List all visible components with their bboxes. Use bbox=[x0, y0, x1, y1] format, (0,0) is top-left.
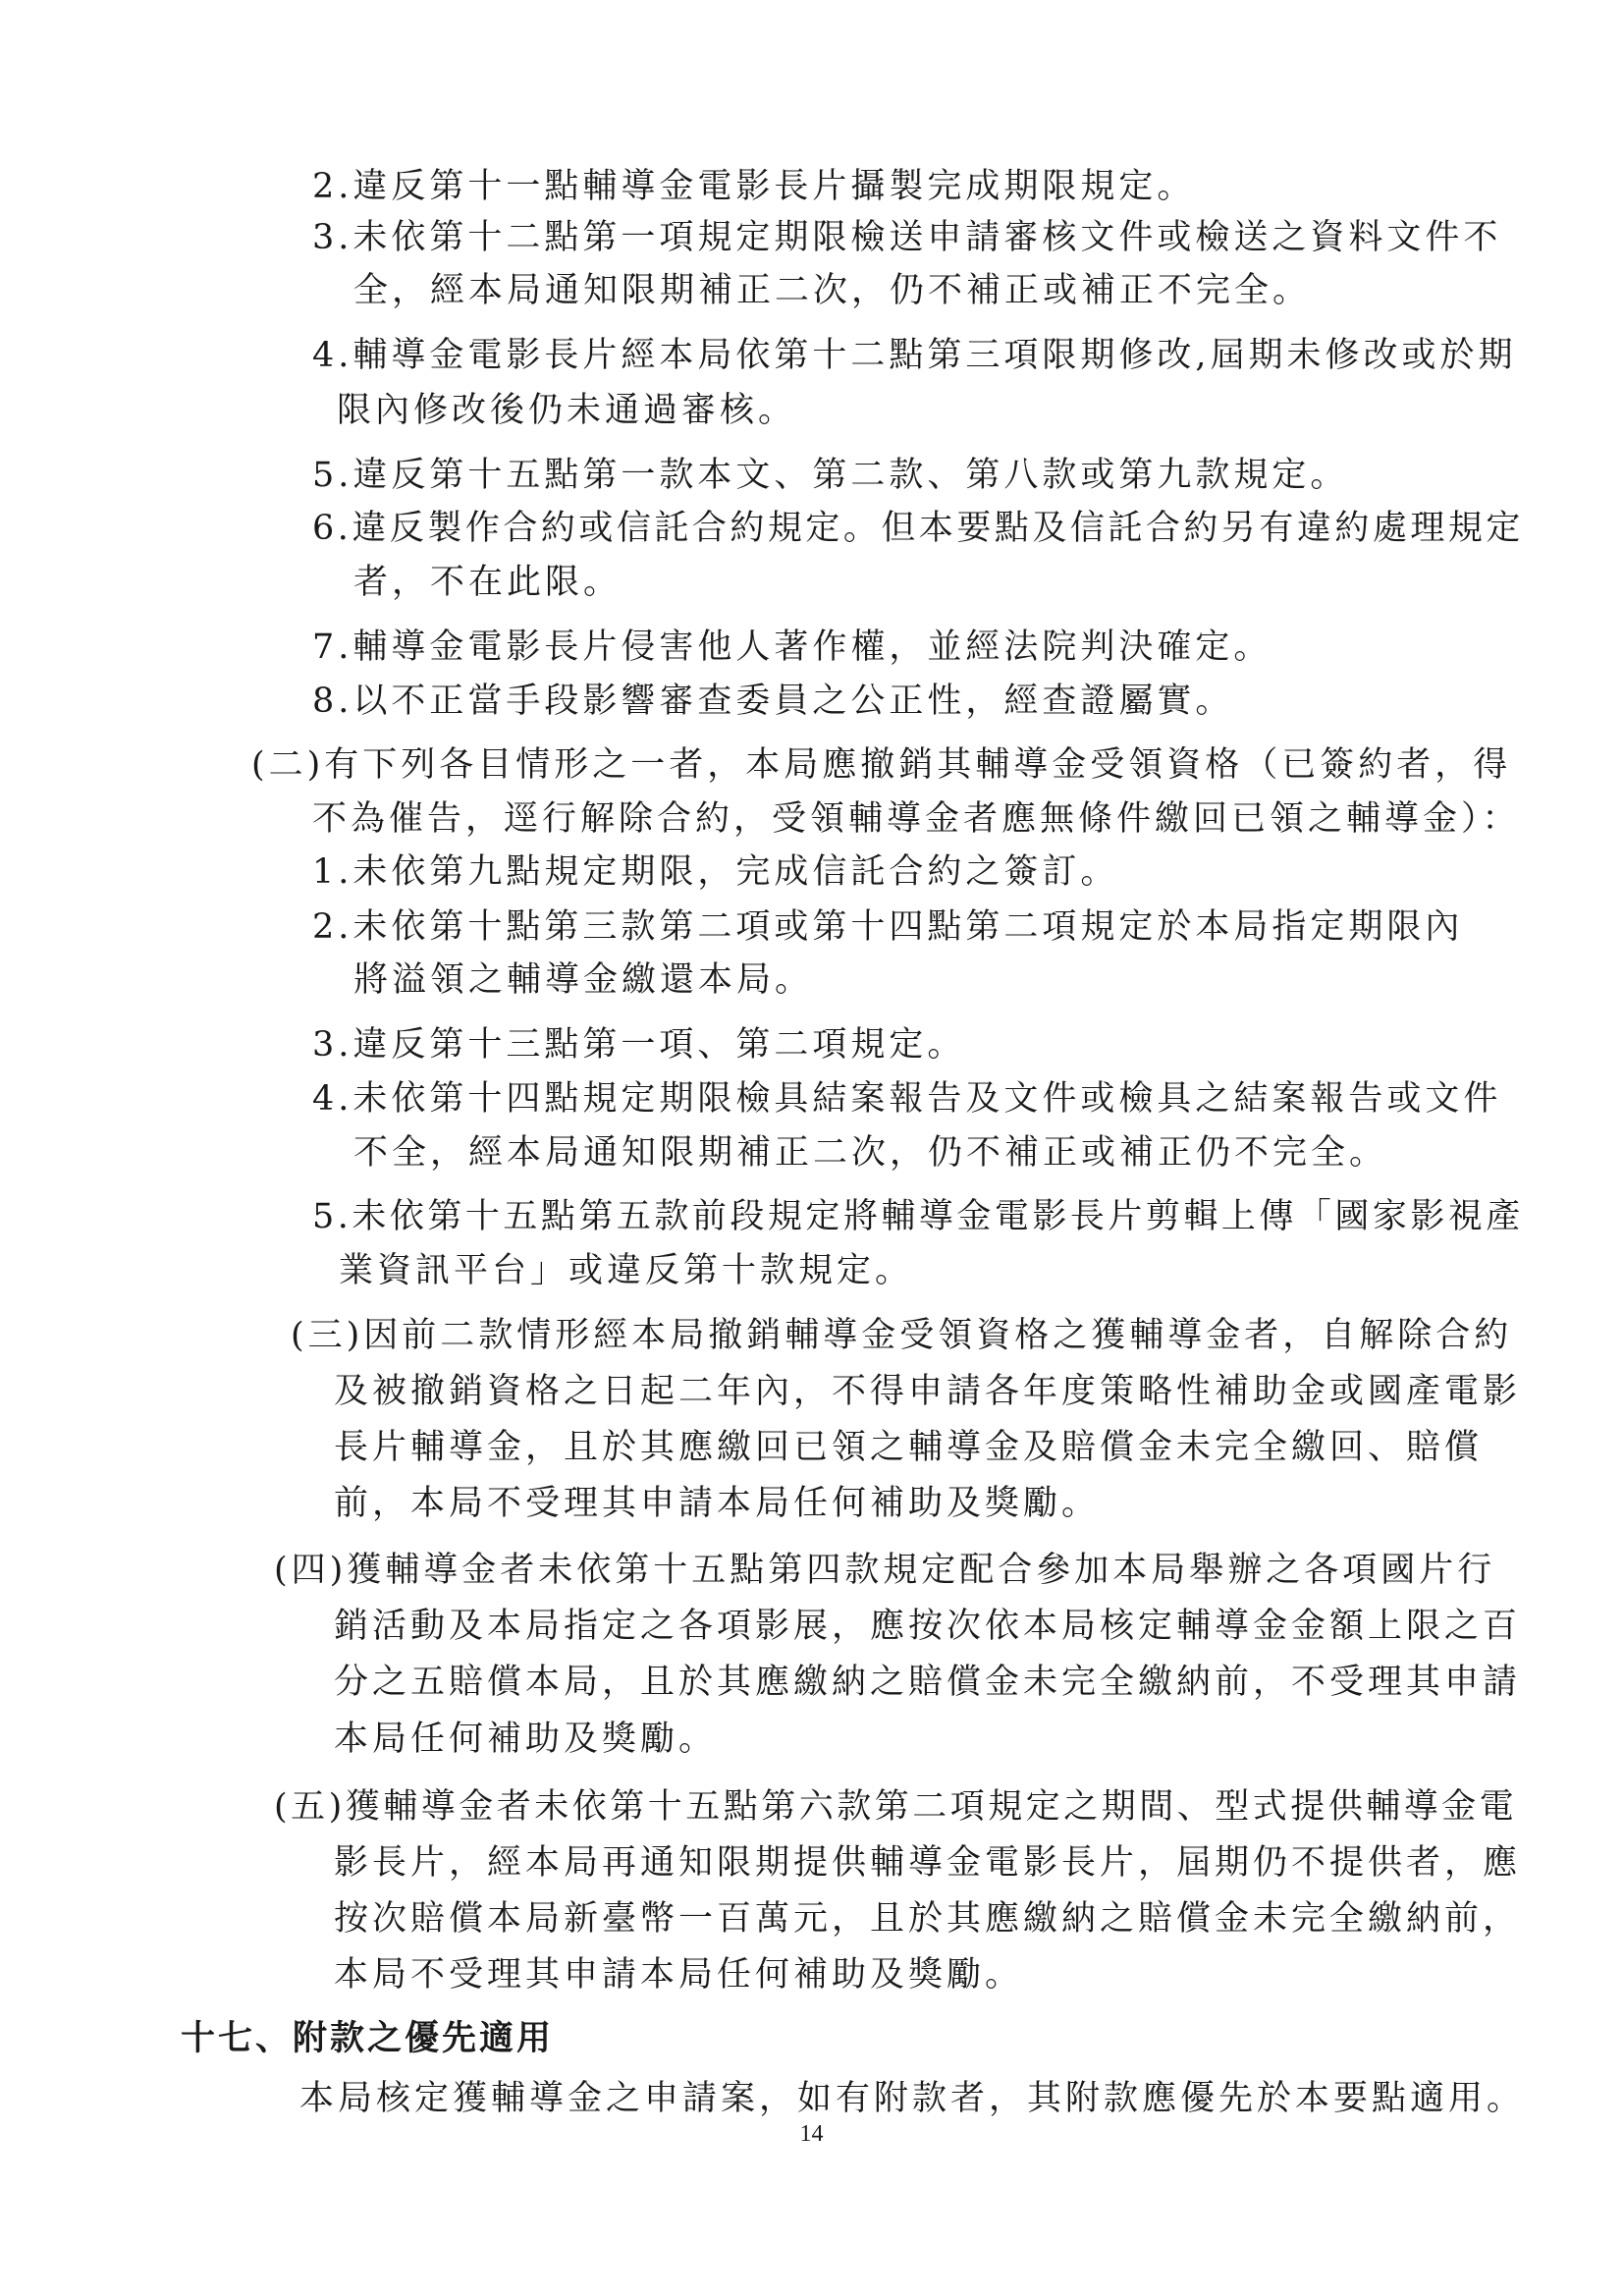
text-line: 按次賠償本局新臺幣一百萬元，且於其應繳納之賠償金未完全繳納前， bbox=[334, 1899, 1522, 1939]
text-line: 銷活動及本局指定之各項影展，應按次依本局核定輔導金金額上限之百 bbox=[334, 1607, 1522, 1646]
text-line: 3.違反第十三點第一項、第二項規定。 bbox=[312, 1025, 966, 1065]
text-line: 本局核定獲輔導金之申請案，如有附款者，其附款應優先於本要點適用。 bbox=[299, 2079, 1526, 2118]
text-line: 2.未依第十點第三款第二項或第十四點第二項規定於本局指定期限內 bbox=[312, 907, 1464, 947]
text-line: (四)獲輔導金者未依第十五點第四款規定配合參加本局舉辦之各項國片行 bbox=[274, 1551, 1496, 1590]
page-number: 14 bbox=[799, 2121, 824, 2147]
text-line: 前，本局不受理其申請本局任何補助及獎勵。 bbox=[334, 1484, 1101, 1523]
text-line: (二)有下列各目情形之一者，本局應撤銷其輔導金受領資格（已簽約者，得 bbox=[251, 745, 1512, 785]
text-line: 2.違反第十一點輔導金電影長片攝製完成期限規定。 bbox=[312, 167, 1196, 206]
text-line: 6.違反製作合約或信託合約規定。但本要點及信託合約另有違約處理規定 bbox=[312, 509, 1524, 548]
text-line: 7.輔導金電影長片侵害他人著作權，並經法院判決確定。 bbox=[312, 628, 1272, 667]
text-line: 1.未依第九點規定期限，完成信託合約之簽訂。 bbox=[312, 852, 1119, 892]
text-line: 本局不受理其申請本局任何補助及獎勵。 bbox=[334, 1955, 1024, 1995]
text-line: 8.以不正當手段影響審查委員之公正性，經查證屬實。 bbox=[312, 682, 1234, 721]
text-line: (三)因前二款情形經本局撤銷輔導金受領資格之獲輔導金者，自解除合約 bbox=[291, 1316, 1513, 1355]
text-line: 分之五賠償本局，且於其應繳納之賠償金未完全繳納前，不受理其申請 bbox=[334, 1663, 1522, 1702]
text-line: 將溢領之輔導金繳還本局。 bbox=[353, 960, 814, 1000]
text-line: 不全，經本局通知限期補正二次，仍不補正或補正仍不完全。 bbox=[353, 1133, 1388, 1173]
text-line: 限內修改後仍未通過審核。 bbox=[337, 391, 797, 430]
text-line: 不為催告，逕行解除合約，受領輔導金者應無條件繳回已領之輔導金）： bbox=[312, 799, 1521, 839]
text-line: 3.未依第十二點第一項規定期限檢送申請審核文件或檢送之資料文件不 bbox=[312, 218, 1502, 257]
text-line: 5.違反第十五點第一款本文、第二款、第八款或第九款規定。 bbox=[312, 456, 1349, 495]
text-line: 4.未依第十四點規定期限檢具結案報告及文件或檢具之結案報告或文件 bbox=[312, 1079, 1502, 1119]
text-line: 長片輔導金，且於其應繳回已領之輔導金及賠償金未完全繳回、賠償 bbox=[334, 1428, 1484, 1467]
text-line: 本局任何補助及獎勵。 bbox=[334, 1720, 718, 1759]
section-heading: 十七、附款之優先適用 bbox=[181, 2018, 555, 2058]
text-line: 業資訊平台」或違反第十款規定。 bbox=[339, 1251, 914, 1290]
text-line: 及被撤銷資格之日起二年內，不得申請各年度策略性補助金或國產電影 bbox=[334, 1372, 1522, 1411]
text-line: 者，不在此限。 bbox=[353, 563, 622, 602]
text-line: 5.未依第十五點第五款前段規定將輔導金電影長片剪輯上傳「國家影視產 bbox=[312, 1197, 1524, 1236]
text-line: (五)獲輔導金者未依第十五點第六款第二項規定之期間、型式提供輔導金電 bbox=[274, 1787, 1518, 1827]
text-line: 4.輔導金電影長片經本局依第十二點第三項限期修改,屆期未修改或於期 bbox=[312, 336, 1517, 375]
text-line: 影長片，經本局再通知限期提供輔導金電影長片，屆期仍不提供者，應 bbox=[334, 1843, 1522, 1883]
text-line: 全，經本局通知限期補正二次，仍不補正或補正不完全。 bbox=[353, 271, 1312, 310]
